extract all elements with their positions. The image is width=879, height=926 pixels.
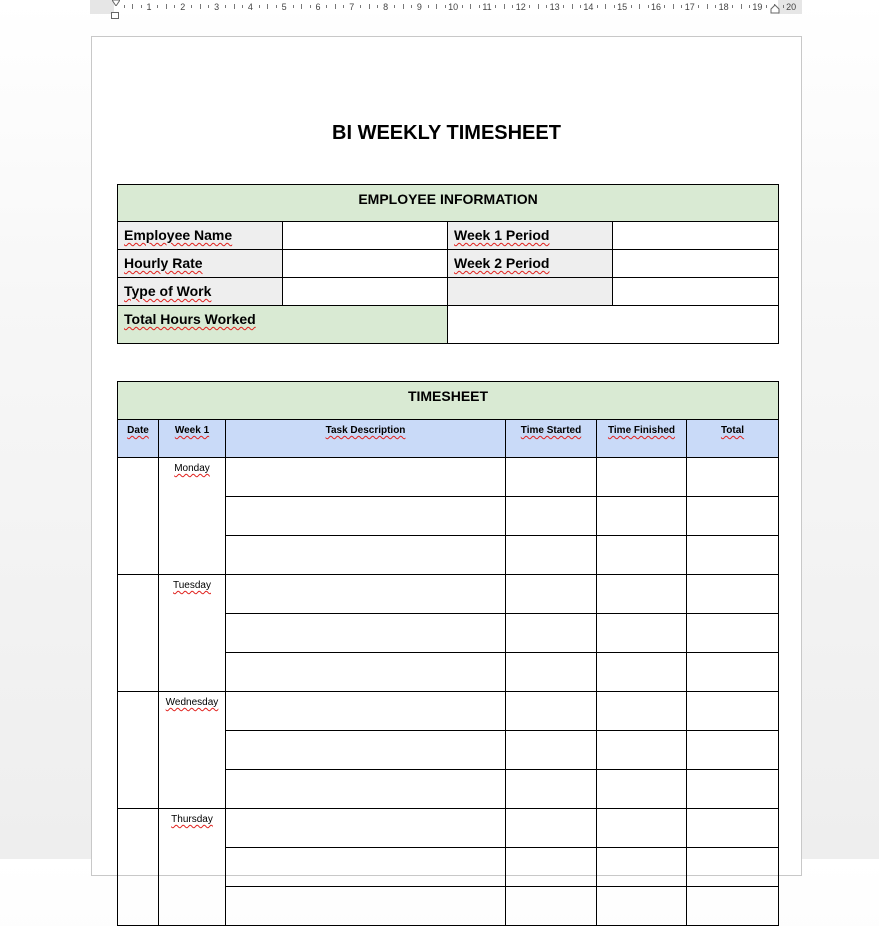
time-finished-cell[interactable] <box>597 575 687 614</box>
ruler-tick <box>614 5 615 8</box>
total-cell[interactable] <box>687 653 779 692</box>
total-hours-worked-label: Total Hours Worked <box>118 306 448 344</box>
ruler-number: 19 <box>752 2 763 12</box>
total-hours-worked-field[interactable] <box>448 306 779 344</box>
timesheet-table <box>117 381 779 926</box>
day-cell <box>159 809 226 926</box>
ruler-tick <box>698 5 699 8</box>
ruler-number: 1 <box>146 2 152 12</box>
time-started-cell[interactable] <box>506 536 597 575</box>
type-of-work-label: Type of Work <box>118 278 283 306</box>
ruler-tick <box>208 5 209 8</box>
day-cell <box>159 575 226 692</box>
time-finished-cell[interactable] <box>597 887 687 926</box>
ruler-tick <box>132 4 133 9</box>
ruler-tick <box>715 5 716 8</box>
total-cell[interactable] <box>687 575 779 614</box>
ruler-tick <box>293 5 294 8</box>
week-1-period-field[interactable] <box>613 222 779 250</box>
employee-information-table <box>117 184 779 344</box>
ruler-tick <box>242 5 243 8</box>
ruler-tick <box>157 5 158 8</box>
total-cell[interactable] <box>687 536 779 575</box>
ruler-tick <box>580 5 581 8</box>
ruler-tick <box>639 4 640 9</box>
ruler-tick <box>369 4 370 9</box>
ruler-tick <box>707 4 708 9</box>
ruler-number: 5 <box>281 2 287 12</box>
left-indent-marker-icon[interactable] <box>111 12 119 19</box>
time-finished-cell[interactable] <box>597 536 687 575</box>
ruler-number: 9 <box>416 2 422 12</box>
task-description-cell[interactable] <box>226 614 506 653</box>
ruler-tick <box>741 4 742 9</box>
task-description-cell[interactable] <box>226 497 506 536</box>
timesheet-body <box>118 458 779 926</box>
total-cell[interactable] <box>687 731 779 770</box>
ruler-tick <box>276 5 277 8</box>
ruler-tick <box>124 5 125 8</box>
ruler-number: 12 <box>515 2 526 12</box>
time-started-cell[interactable] <box>506 848 597 887</box>
ruler-tick <box>403 4 404 9</box>
ruler-tick <box>234 4 235 9</box>
ruler-tick <box>597 5 598 8</box>
ruler-tick <box>673 4 674 9</box>
time-finished-cell[interactable] <box>597 848 687 887</box>
column-header-time-finished: Time Finished <box>597 420 687 458</box>
ruler-tick <box>479 5 480 8</box>
time-started-cell[interactable] <box>506 458 597 497</box>
total-cell[interactable] <box>687 848 779 887</box>
task-description-cell[interactable] <box>226 575 506 614</box>
ruler-tick <box>546 5 547 8</box>
ruler-tick <box>572 4 573 9</box>
ruler-tick <box>394 5 395 8</box>
employee-name-label: Employee Name <box>118 222 283 250</box>
ruler-tick <box>436 4 437 9</box>
ruler-tick <box>174 5 175 8</box>
total-cell[interactable] <box>687 809 779 848</box>
ruler-number: 10 <box>448 2 459 12</box>
ruler-tick <box>360 5 361 8</box>
ruler-tick <box>681 5 682 8</box>
ruler-tick <box>191 5 192 8</box>
task-description-cell[interactable] <box>226 536 506 575</box>
ruler-tick <box>462 5 463 8</box>
ruler-tick <box>267 4 268 9</box>
date-cell[interactable] <box>118 692 159 809</box>
task-description-cell[interactable] <box>226 770 506 809</box>
ruler-tick <box>326 5 327 8</box>
time-started-cell[interactable] <box>506 770 597 809</box>
column-header-date: Date <box>118 420 159 458</box>
date-cell[interactable] <box>118 809 159 926</box>
ruler-tick <box>343 5 344 8</box>
total-cell[interactable] <box>687 497 779 536</box>
ruler-tick <box>631 5 632 8</box>
ruler-tick <box>749 5 750 8</box>
ruler-tick <box>512 5 513 8</box>
time-finished-cell[interactable] <box>597 653 687 692</box>
date-cell[interactable] <box>118 575 159 692</box>
task-description-cell[interactable] <box>226 887 506 926</box>
ruler-tick <box>141 5 142 8</box>
time-started-cell[interactable] <box>506 497 597 536</box>
ruler-tick <box>225 5 226 8</box>
day-cell <box>159 692 226 809</box>
date-cell[interactable] <box>118 458 159 575</box>
week-1-period-label: Week 1 Period <box>448 222 613 250</box>
ruler-tick <box>200 4 201 9</box>
day-cell <box>159 458 226 575</box>
hourly-rate-field[interactable] <box>283 250 448 278</box>
day-label: Thursday <box>171 814 213 825</box>
column-header-time-started: Time Started <box>506 420 597 458</box>
ruler-tick <box>445 5 446 8</box>
time-finished-cell[interactable] <box>597 497 687 536</box>
time-started-cell[interactable] <box>506 653 597 692</box>
time-started-cell[interactable] <box>506 809 597 848</box>
ruler-number: 17 <box>684 2 695 12</box>
ruler-number: 18 <box>718 2 729 12</box>
time-finished-cell[interactable] <box>597 458 687 497</box>
timesheet-row <box>118 575 779 614</box>
time-started-cell[interactable] <box>506 614 597 653</box>
ruler-number: 7 <box>349 2 355 12</box>
employee-info-header: EMPLOYEE INFORMATION <box>118 185 779 222</box>
ruler-number: 2 <box>180 2 186 12</box>
time-finished-cell[interactable] <box>597 614 687 653</box>
day-label: Monday <box>174 463 210 474</box>
empty-value-cell[interactable] <box>613 278 779 306</box>
time-finished-cell[interactable] <box>597 692 687 731</box>
time-started-cell[interactable] <box>506 731 597 770</box>
task-description-cell[interactable] <box>226 692 506 731</box>
hourly-rate-label: Hourly Rate <box>118 250 283 278</box>
ruler-tick <box>470 4 471 9</box>
total-cell[interactable] <box>687 770 779 809</box>
document-page[interactable] <box>91 36 802 876</box>
time-finished-cell[interactable] <box>597 731 687 770</box>
ruler-number: 16 <box>650 2 661 12</box>
task-description-cell[interactable] <box>226 653 506 692</box>
ruler-number: 13 <box>549 2 560 12</box>
ruler-tick <box>538 4 539 9</box>
column-header-task-description: Task Description <box>226 420 506 458</box>
ruler-tick <box>783 5 784 8</box>
employee-name-field[interactable] <box>283 222 448 250</box>
ruler-number: 20 <box>786 2 797 12</box>
total-cell[interactable] <box>687 692 779 731</box>
column-header-total: Total <box>687 420 779 458</box>
task-description-cell[interactable] <box>226 809 506 848</box>
right-indent-marker-icon[interactable] <box>770 4 780 14</box>
ruler-tick <box>335 4 336 9</box>
ruler-number: 6 <box>315 2 321 12</box>
time-started-cell[interactable] <box>506 887 597 926</box>
ruler-number: 15 <box>617 2 628 12</box>
task-description-cell[interactable] <box>226 731 506 770</box>
time-started-cell[interactable] <box>506 692 597 731</box>
total-cell[interactable] <box>687 614 779 653</box>
ruler-number: 8 <box>383 2 389 12</box>
timesheet-row <box>118 692 779 731</box>
ruler-tick <box>732 5 733 8</box>
first-line-indent-marker-icon[interactable] <box>112 0 120 6</box>
ruler-tick <box>563 5 564 8</box>
timesheet-header: TIMESHEET <box>118 382 779 420</box>
task-description-cell[interactable] <box>226 848 506 887</box>
ruler-number: 4 <box>247 2 253 12</box>
ruler-tick <box>766 5 767 8</box>
week-2-period-label: Week 2 Period <box>448 250 613 278</box>
ruler-tick <box>529 5 530 8</box>
ruler-tick <box>504 4 505 9</box>
ruler-number: 3 <box>214 2 220 12</box>
ruler-tick <box>428 5 429 8</box>
ruler-number: 14 <box>583 2 594 12</box>
time-finished-cell[interactable] <box>597 809 687 848</box>
ruler-tick <box>377 5 378 8</box>
column-header-week-1: Week 1 <box>159 420 226 458</box>
day-label: Wednesday <box>165 697 219 708</box>
day-label: Tuesday <box>173 580 211 591</box>
ruler-tick <box>166 4 167 9</box>
ruler-number: 11 <box>482 2 492 12</box>
time-started-cell[interactable] <box>506 575 597 614</box>
total-cell[interactable] <box>687 458 779 497</box>
type-of-work-field[interactable] <box>283 278 448 306</box>
ruler-tick <box>495 5 496 8</box>
ruler-tick <box>664 5 665 8</box>
ruler-tick <box>411 5 412 8</box>
document-title: BI WEEKLY TIMESHEET <box>332 122 561 144</box>
ruler-tick <box>310 5 311 8</box>
task-description-cell[interactable] <box>226 458 506 497</box>
ruler-tick <box>301 4 302 9</box>
total-cell[interactable] <box>687 887 779 926</box>
empty-label-cell <box>448 278 613 306</box>
ruler-tick <box>259 5 260 8</box>
ruler-tick <box>648 5 649 8</box>
horizontal-ruler[interactable] <box>90 0 802 14</box>
time-finished-cell[interactable] <box>597 770 687 809</box>
ruler-tick <box>605 4 606 9</box>
week-2-period-field[interactable] <box>613 250 779 278</box>
timesheet-row <box>118 458 779 497</box>
timesheet-row <box>118 809 779 848</box>
